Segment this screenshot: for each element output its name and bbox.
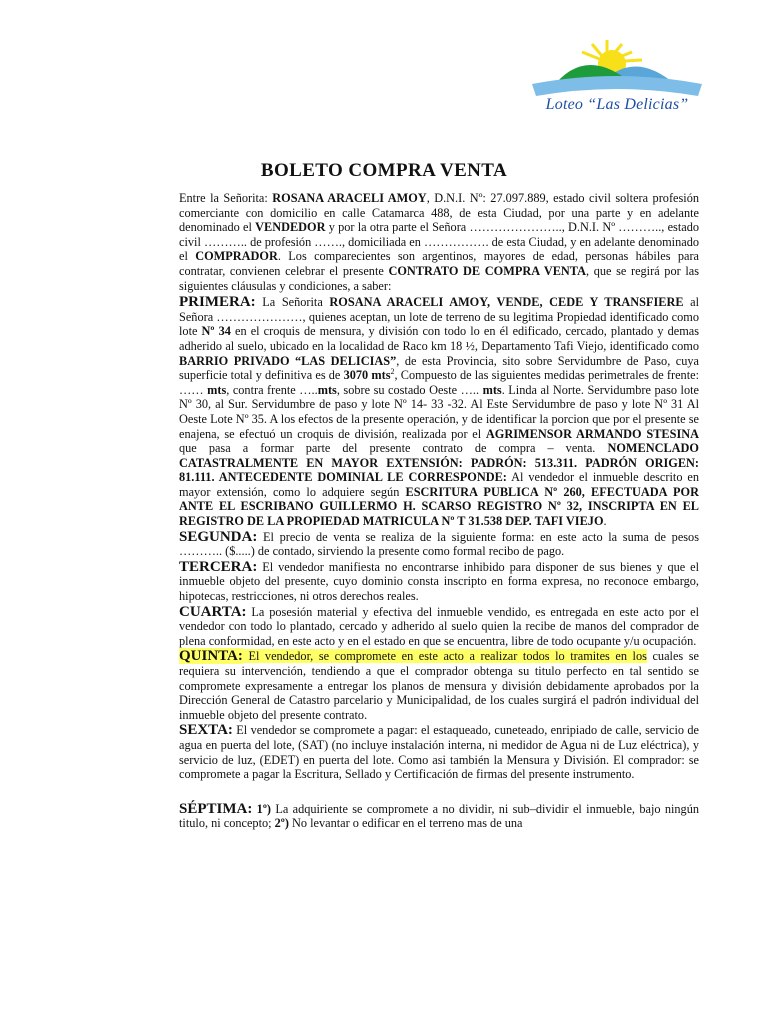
- contract-body: [179, 191, 699, 831]
- clause-text: , contra frente …..: [226, 382, 318, 397]
- clause-heading: SEGUNDA:: [179, 528, 258, 545]
- clause-text: , Compuesto de las siguientes medidas perimetrales de frente: ……: [179, 368, 699, 397]
- company-logo: [512, 38, 722, 138]
- neighborhood-name: BARRIO PRIVADO “LAS DELICIAS”: [179, 353, 397, 368]
- intro-text: , que se regirá por las siguientes cláusulas y condiciones, a saber:: [179, 263, 699, 293]
- seller-role: VENDEDOR: [255, 220, 326, 235]
- intro-paragraph: [179, 191, 699, 293]
- clause-heading: CUARTA:: [179, 603, 247, 620]
- surface-area: 3070 mts: [343, 368, 391, 383]
- clause-bold: mts: [317, 382, 337, 397]
- clause-text: .: [603, 514, 607, 529]
- intro-text: , D.N.I. Nº: 27.097.889, estado civil soltera profesión comerciante con domicilio en calle Catamarca 488, de esta Ciudad, por una parte y en adelante denominado el: [179, 191, 699, 235]
- clause-tercera: [179, 560, 699, 604]
- clause-text: No levantar o edificar en el terreno mas de una: [288, 816, 523, 831]
- clause-heading: SÉPTIMA:: [179, 800, 253, 817]
- clause-text: cuales se requiera su intervención, tendiendo a que el comprador obtenga su titulo perfecto en tal sentido se compromete expresamente a entregar los planos de mensura y división debidamente aprobados por la Dirección General de Catastro parcelario y Municipalidad, de los cuales surgirá el padrón individual del inmueble objeto del presente contrato.: [179, 649, 699, 722]
- surveyor-name: AGRIMENSOR ARMANDO STESINA: [485, 426, 699, 441]
- clause-primera: [179, 295, 699, 529]
- clause-text: El vendedor manifiesta no encontrarse inhibido para disponer de sus bienes y que el inmueble objeto del presente, cuyo dominio consta inscripto en forma expresa, no reconoce embargo, hipotecas, restricciones, ni otros derechos reales.: [179, 559, 699, 604]
- logo-graphic: [512, 38, 722, 100]
- intro-text: Entre la Señorita:: [179, 191, 273, 205]
- deed-data: ESCRITURA PUBLICA Nº 260, EFECTUADA POR ANTE EL ESCRIBANO GUILLERMO H. SCARSO REGISTRO Nº 32, INSCRIPTA EN EL REGISTRO DE LA PROPIEDAD MATRICULA Nº T 31.538 DEP. TAFI VIEJO: [179, 484, 700, 529]
- clause-bold: 1º): [252, 801, 271, 816]
- seller-name: ROSANA ARACELI AMOY: [272, 191, 427, 205]
- cadastral-data: NOMENCLADO CATASTRALMENTE EN MAYOR EXTENSIÓN: PADRÓN: 513.311. PADRÓN ORIGEN: 81.111. ANTECEDENTE DOMINIAL LE CORRESPONDE:: [179, 441, 699, 485]
- water-band: [532, 76, 702, 96]
- clause-text: El precio de venta se realiza de la siguiente forma: en este acto la suma de pesos ……….. ($.....) de contado, sirviendo la presente como formal recibo de pago.: [179, 529, 699, 559]
- logo-text: Loteo “Las Delicias”: [545, 96, 689, 113]
- clause-heading: PRIMERA:: [179, 294, 256, 311]
- clause-segunda: [179, 530, 699, 559]
- clause-septima: [179, 802, 699, 831]
- clause-text: La Señorita: [255, 295, 330, 310]
- clause-text: . Linda al Norte. Servidumbre paso lote Nº 30, al Sur. Servidumbre de paso y lote Nº 14- 33 -32. Al Este Servidumbre de paso y lote Nº 31 Al Oeste Lote Nº 35. A los efectos de la presente operación, y de identificar la porcion que por el presente se enajena, se efectuó un croquis de división, realizada por el: [179, 382, 699, 441]
- clause-text: El vendedor se compromete a pagar: el estaqueado, cuneteado, enripiado de calle, servicio de agua en puerta del lote, (SAT) (no incluye instalación interna, ni medidor de Agua ni de Luz eléctrica), y servicio de luz, (EDET) en puerta del lote. Como asi también la Mensura y División. El comprador: se compromete a pagar la Escritura, Sellado y Certificación de firmas del presente instrumento.: [179, 723, 699, 782]
- surface-unit-exponent: 2: [390, 367, 395, 377]
- clause-sexta: [179, 723, 699, 781]
- clause-text: en el croquis de mensura, y división con todo lo en él edificado, cercado, plantado y demas adherido al suelo, ubicado en la localidad de Raco km 18 ½, Departamento Tafi Viejo, identificado como: [179, 324, 700, 353]
- document-title: BOLETO COMPRA VENTA: [260, 160, 508, 181]
- clause-bold: mts: [207, 382, 227, 397]
- clause-heading: TERCERA:: [179, 558, 258, 575]
- clause-heading: QUINTA:: [179, 648, 243, 665]
- clause-bold: ROSANA ARACELI AMOY, VENDE, CEDE Y TRANSFIERE: [329, 295, 684, 310]
- buyer-role: COMPRADOR: [195, 249, 278, 264]
- clause-text: Al vendedor el inmueble descrito en mayor extensión, como lo adquiere según: [179, 470, 700, 499]
- clause-bold: mts: [482, 382, 502, 397]
- clause-bold: 2º): [274, 816, 289, 831]
- clause-quinta: [179, 649, 699, 722]
- clause-cuarta: [179, 605, 699, 649]
- contract-name: CONTRATO DE COMPRA VENTA: [388, 263, 586, 278]
- clause-text: que pasa a formar parte del presente contrato de compra – venta.: [179, 441, 608, 456]
- clause-text: al Señora …………………, quienes aceptan, un lote de terreno de su legitima Propiedad identificado como lote: [179, 295, 700, 339]
- clause-heading: SEXTA:: [179, 722, 233, 739]
- clause-text: La posesión material y efectiva del inmueble vendido, es entregada en este acto por el vendedor con todo lo plantado, cercado y adherido al suelo quien la recibe de manos del comprador de plena conformidad, en este acto y en el estado en que se encuentra, libre de todo ocupante y/u ocupación.: [179, 604, 699, 648]
- clause-text: , de esta Provincia, sito sobre Servidumbre de Paso, cuya superficie total y definitiva es de: [179, 353, 700, 383]
- lot-number: Nº 34: [201, 324, 231, 339]
- clause-text: La adquiriente se compromete a no dividir, ni sub–dividir el inmueble, bajo ningún titulo, ni concepto;: [179, 801, 699, 831]
- clause-text: , sobre su costado Oeste …..: [336, 382, 483, 397]
- intro-text: y por la otra parte el Señora ………………….., D.N.I. Nº ……….., estado civil ……….. de profesión ……., domiciliada en ……………. de esta Ciudad, y en adelante denominado el: [179, 220, 699, 264]
- highlighted-text: El vendedor, se compromete en este acto a realizar todos lo tramites en los: [242, 649, 647, 664]
- intro-text: . Los comparecientes son argentinos, mayores de edad, personas hábiles para contratar, convienen celebrar el presente: [179, 249, 699, 278]
